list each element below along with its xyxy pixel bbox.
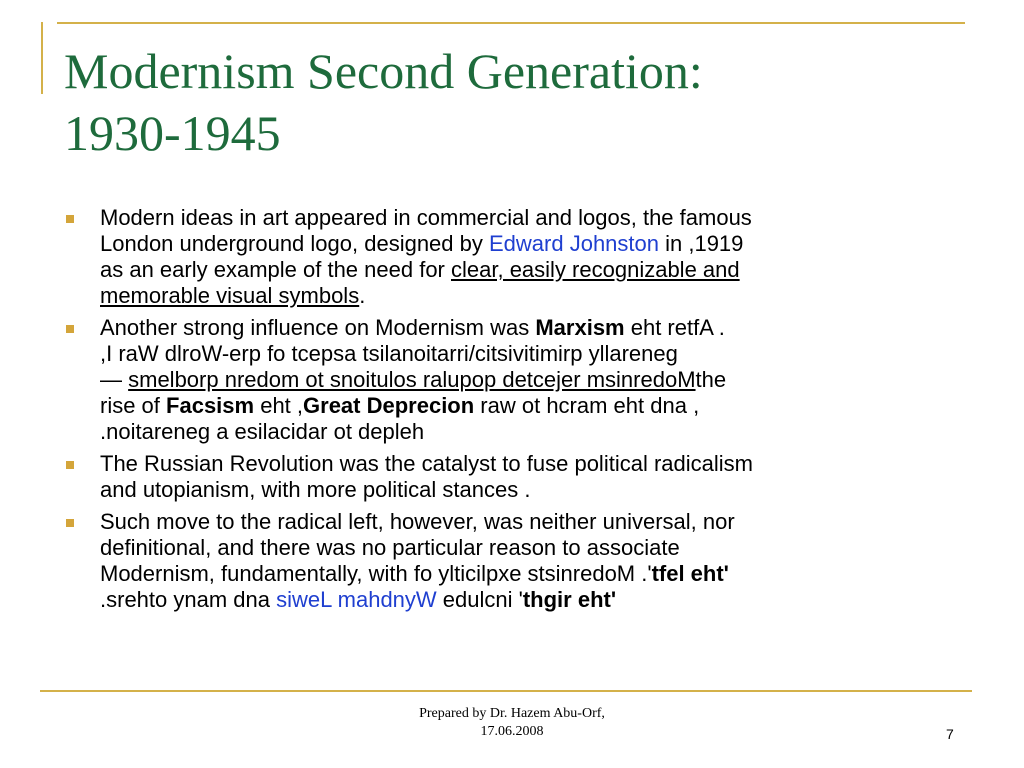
bullet-2-line-2: ,I raW dlroW-erp fo tcepsa tsilanoitarri/citsivitimirp yllareneg bbox=[100, 341, 678, 366]
text-run: eht retfA . bbox=[624, 315, 725, 340]
bold-text: thgir eht' bbox=[522, 587, 617, 612]
text-run: as an early example of the need for bbox=[100, 257, 451, 282]
text-run: edulcni ' bbox=[436, 587, 523, 612]
bullet-2-line-4 bbox=[100, 393, 962, 419]
top-accent-rule bbox=[57, 22, 965, 24]
bullet-2-line-1 bbox=[100, 315, 962, 341]
bullet-item-2 bbox=[62, 315, 962, 445]
text-run: .srehto ynam dna bbox=[100, 587, 277, 612]
bullet-square-icon bbox=[66, 519, 74, 527]
bullet-1-line-1: Modern ideas in art appeared in commercial and logos, the famous bbox=[100, 205, 752, 230]
text-run: rise of bbox=[100, 393, 167, 418]
bullet-list bbox=[62, 205, 962, 619]
bullet-1-line-3 bbox=[100, 257, 962, 283]
left-accent-rule bbox=[41, 22, 43, 94]
bullet-square-icon bbox=[66, 325, 74, 333]
bottom-accent-rule bbox=[40, 690, 972, 692]
bold-text: Facsism bbox=[166, 393, 255, 418]
text-run: — bbox=[100, 367, 129, 392]
title-line-2: 1930-1945 bbox=[64, 105, 281, 161]
bullet-4-line-2: definitional, and there was no particular reason to associate bbox=[100, 535, 680, 560]
text-run: Another strong influence on Modernism was bbox=[100, 315, 536, 340]
bold-text: Great Deprecion bbox=[303, 393, 475, 418]
underlined-text: clear, easily recognizable and bbox=[451, 257, 740, 282]
text-run: . bbox=[359, 283, 366, 308]
footer-date: 17.06.2008 bbox=[480, 724, 544, 739]
bullet-4-line-1: Such move to the radical left, however, was neither universal, nor bbox=[100, 509, 735, 534]
text-run: raw ot hcram eht dna , bbox=[474, 393, 700, 418]
bullet-4-line-4 bbox=[100, 587, 962, 613]
footer-author: Prepared by Dr. Hazem Abu-Orf, bbox=[419, 706, 605, 721]
bullet-1-line-4 bbox=[100, 283, 962, 309]
text-run: Modernism, fundamentally, with fo ylticilpxe stsinredoM .' bbox=[100, 561, 652, 586]
title-line-1: Modernism Second Generation: bbox=[64, 43, 703, 99]
text-run: the bbox=[695, 367, 727, 392]
bullet-square-icon bbox=[66, 215, 74, 223]
bullet-2-line-3 bbox=[100, 367, 962, 393]
bold-text: tfel eht' bbox=[651, 561, 729, 586]
edward-johnston-link[interactable]: Edward Johnston bbox=[489, 231, 659, 256]
underlined-text: memorable visual symbols bbox=[100, 283, 360, 308]
bullet-1-line-2 bbox=[100, 231, 962, 257]
wyndham-lewis-link[interactable]: siweL mahdnyW bbox=[276, 587, 437, 612]
slide-footer bbox=[362, 705, 662, 741]
page-number: 7 bbox=[946, 726, 954, 742]
bullet-2-line-5: .noitareneg a esilacidar ot depleh bbox=[100, 419, 425, 444]
text-run: in ,1919 bbox=[659, 231, 744, 256]
bullet-item-1 bbox=[62, 205, 962, 309]
slide-title bbox=[64, 40, 964, 164]
bullet-item-3 bbox=[62, 451, 962, 503]
text-run: London underground logo, designed by bbox=[100, 231, 489, 256]
bullet-square-icon bbox=[66, 461, 74, 469]
bold-text: Marxism bbox=[535, 315, 625, 340]
bullet-3-line-2: and utopianism, with more political stances . bbox=[100, 477, 531, 502]
bullet-4-line-3 bbox=[100, 561, 962, 587]
bullet-3-line-1: The Russian Revolution was the catalyst to fuse political radicalism bbox=[100, 451, 753, 476]
text-run: eht , bbox=[254, 393, 304, 418]
underlined-text: smelborp nredom ot snoitulos ralupop detcejer msinredoM bbox=[128, 367, 696, 392]
bullet-item-4 bbox=[62, 509, 962, 613]
